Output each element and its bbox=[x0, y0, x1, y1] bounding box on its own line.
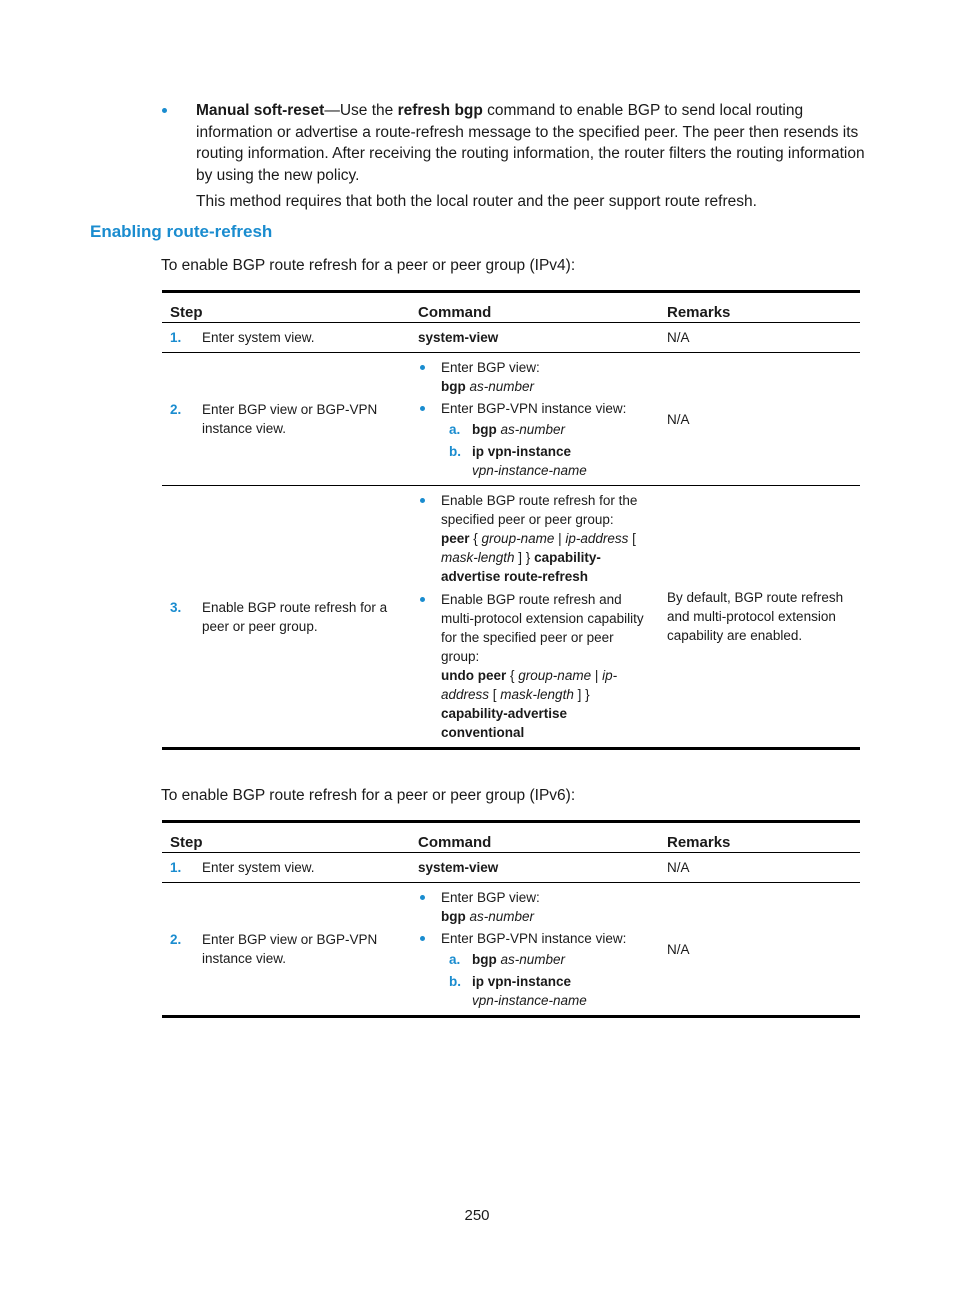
remarks-text: By default, BGP route refresh and multi-protocol extension capability are enabled. bbox=[659, 486, 860, 749]
sub-label: a. bbox=[449, 422, 461, 437]
command-keyword: peer bbox=[441, 531, 470, 546]
list-item bbox=[418, 888, 651, 926]
term: Manual soft-reset bbox=[196, 102, 325, 119]
syntax-symbol: [ bbox=[489, 687, 501, 702]
step-number: 2. bbox=[170, 932, 182, 947]
syntax-symbol: ] } bbox=[573, 687, 590, 702]
command-argument: ip-address bbox=[441, 668, 618, 702]
step-number: 1. bbox=[170, 860, 182, 875]
command-argument: ip-address bbox=[565, 531, 629, 546]
header-step: Step bbox=[162, 822, 410, 853]
ipv4-table bbox=[162, 290, 860, 750]
ipv6-lead: To enable BGP route refresh for a peer or peer group (IPv6): bbox=[161, 787, 576, 804]
command-keyword: bgp bbox=[472, 952, 497, 967]
header-command: Command bbox=[410, 822, 659, 853]
command-keyword: capability-advertise route-refresh bbox=[441, 550, 601, 584]
command-keyword: capability-advertise conventional bbox=[441, 706, 568, 740]
step-text: Enter system view. bbox=[202, 860, 315, 875]
command-argument: as-number bbox=[469, 379, 535, 394]
command-list bbox=[418, 358, 651, 480]
command-argument: as-number bbox=[500, 952, 566, 967]
sub-label: a. bbox=[449, 952, 461, 967]
step-number: 1. bbox=[170, 330, 182, 345]
sub-list-item bbox=[441, 950, 651, 969]
remarks-text: N/A bbox=[659, 883, 860, 1017]
list-item bbox=[418, 399, 651, 480]
command-name: refresh bgp bbox=[397, 102, 483, 119]
command-argument: mask-length bbox=[500, 687, 574, 702]
command-list bbox=[418, 888, 651, 1010]
step-number: 2. bbox=[170, 402, 182, 417]
list-item bbox=[418, 491, 651, 586]
sub-list bbox=[441, 950, 651, 1010]
step-text: Enter BGP view or BGP-VPN instance view. bbox=[202, 932, 378, 966]
step-number: 3. bbox=[170, 599, 182, 615]
table-header-row bbox=[162, 822, 860, 853]
command-keyword: ip vpn-instance bbox=[472, 444, 572, 459]
table-row bbox=[162, 883, 860, 1017]
syntax-symbol: { bbox=[506, 668, 519, 683]
command-argument: group-name bbox=[481, 531, 555, 546]
command-keyword: bgp bbox=[441, 909, 466, 924]
list-item-text: Enter BGP-VPN instance view: bbox=[441, 931, 627, 946]
list-item-text: Enable BGP route refresh and multi-protocol extension capability for the specified peer or peer group: bbox=[441, 592, 644, 664]
header-step: Step bbox=[162, 292, 410, 323]
remarks-text: N/A bbox=[659, 353, 860, 486]
table-header-row bbox=[162, 292, 860, 323]
command-keyword: bgp bbox=[472, 422, 497, 437]
header-remarks: Remarks bbox=[659, 292, 860, 323]
dash-text: —Use the bbox=[324, 102, 398, 119]
sub-list bbox=[441, 420, 651, 480]
header-command: Command bbox=[410, 292, 659, 323]
list-item-text: Enter BGP view: bbox=[441, 890, 540, 905]
table-row bbox=[162, 486, 860, 749]
command-keyword: undo peer bbox=[441, 668, 507, 683]
command-text: system-view bbox=[418, 860, 499, 875]
table-row bbox=[162, 353, 860, 486]
sub-label: b. bbox=[449, 974, 461, 989]
command-argument: vpn-instance-name bbox=[472, 993, 587, 1008]
ipv4-lead: To enable BGP route refresh for a peer or peer group (IPv4): bbox=[161, 257, 576, 274]
sub-list-item bbox=[441, 420, 651, 439]
section-title: Enabling route-refresh bbox=[90, 222, 273, 241]
manual-soft-reset-paragraph bbox=[196, 100, 868, 186]
remarks-text: N/A bbox=[659, 853, 860, 883]
command-argument: as-number bbox=[469, 909, 535, 924]
step-text: Enter BGP view or BGP-VPN instance view. bbox=[202, 402, 378, 436]
sub-list-item bbox=[441, 972, 651, 1010]
syntax-symbol: | bbox=[591, 668, 603, 683]
command-text: system-view bbox=[418, 330, 499, 345]
table-row bbox=[162, 323, 860, 353]
list-item-text: Enter BGP-VPN instance view: bbox=[441, 401, 627, 416]
description: command to enable BGP to send local routing information or advertise a route-refresh message to the specified peer. The peer then resends its routing information. After receiving the routing information, the router filters the routing information by using the new policy. bbox=[196, 102, 865, 184]
command-keyword: ip vpn-instance bbox=[472, 974, 572, 989]
command-argument: vpn-instance-name bbox=[472, 463, 587, 478]
page-number: 250 bbox=[464, 1207, 490, 1224]
command-keyword: bgp bbox=[441, 379, 466, 394]
step-text: Enable BGP route refresh for a peer or peer group. bbox=[202, 599, 388, 634]
syntax-symbol: [ bbox=[628, 531, 636, 546]
command-argument: as-number bbox=[500, 422, 566, 437]
syntax-symbol: ] } bbox=[514, 550, 535, 565]
sub-list-item bbox=[441, 442, 651, 480]
list-item-text: Enable BGP route refresh for the specified peer or peer group: bbox=[441, 493, 638, 527]
sub-label: b. bbox=[449, 444, 461, 459]
remarks-text: N/A bbox=[659, 323, 860, 353]
list-item-text: Enter BGP view: bbox=[441, 360, 540, 375]
step-text: Enter system view. bbox=[202, 330, 315, 345]
command-argument: group-name bbox=[518, 668, 592, 683]
method-note: This method requires that both the local router and the peer support route refresh. bbox=[196, 193, 757, 210]
command-argument: mask-length bbox=[441, 550, 515, 565]
ipv6-table bbox=[162, 820, 860, 1018]
header-remarks: Remarks bbox=[659, 822, 860, 853]
list-item bbox=[418, 929, 651, 1010]
syntax-symbol: { bbox=[469, 531, 482, 546]
bullet-icon bbox=[162, 108, 167, 113]
syntax-symbol: | bbox=[554, 531, 566, 546]
list-item bbox=[418, 590, 651, 742]
command-list bbox=[418, 491, 651, 742]
table-row bbox=[162, 853, 860, 883]
list-item bbox=[418, 358, 651, 396]
